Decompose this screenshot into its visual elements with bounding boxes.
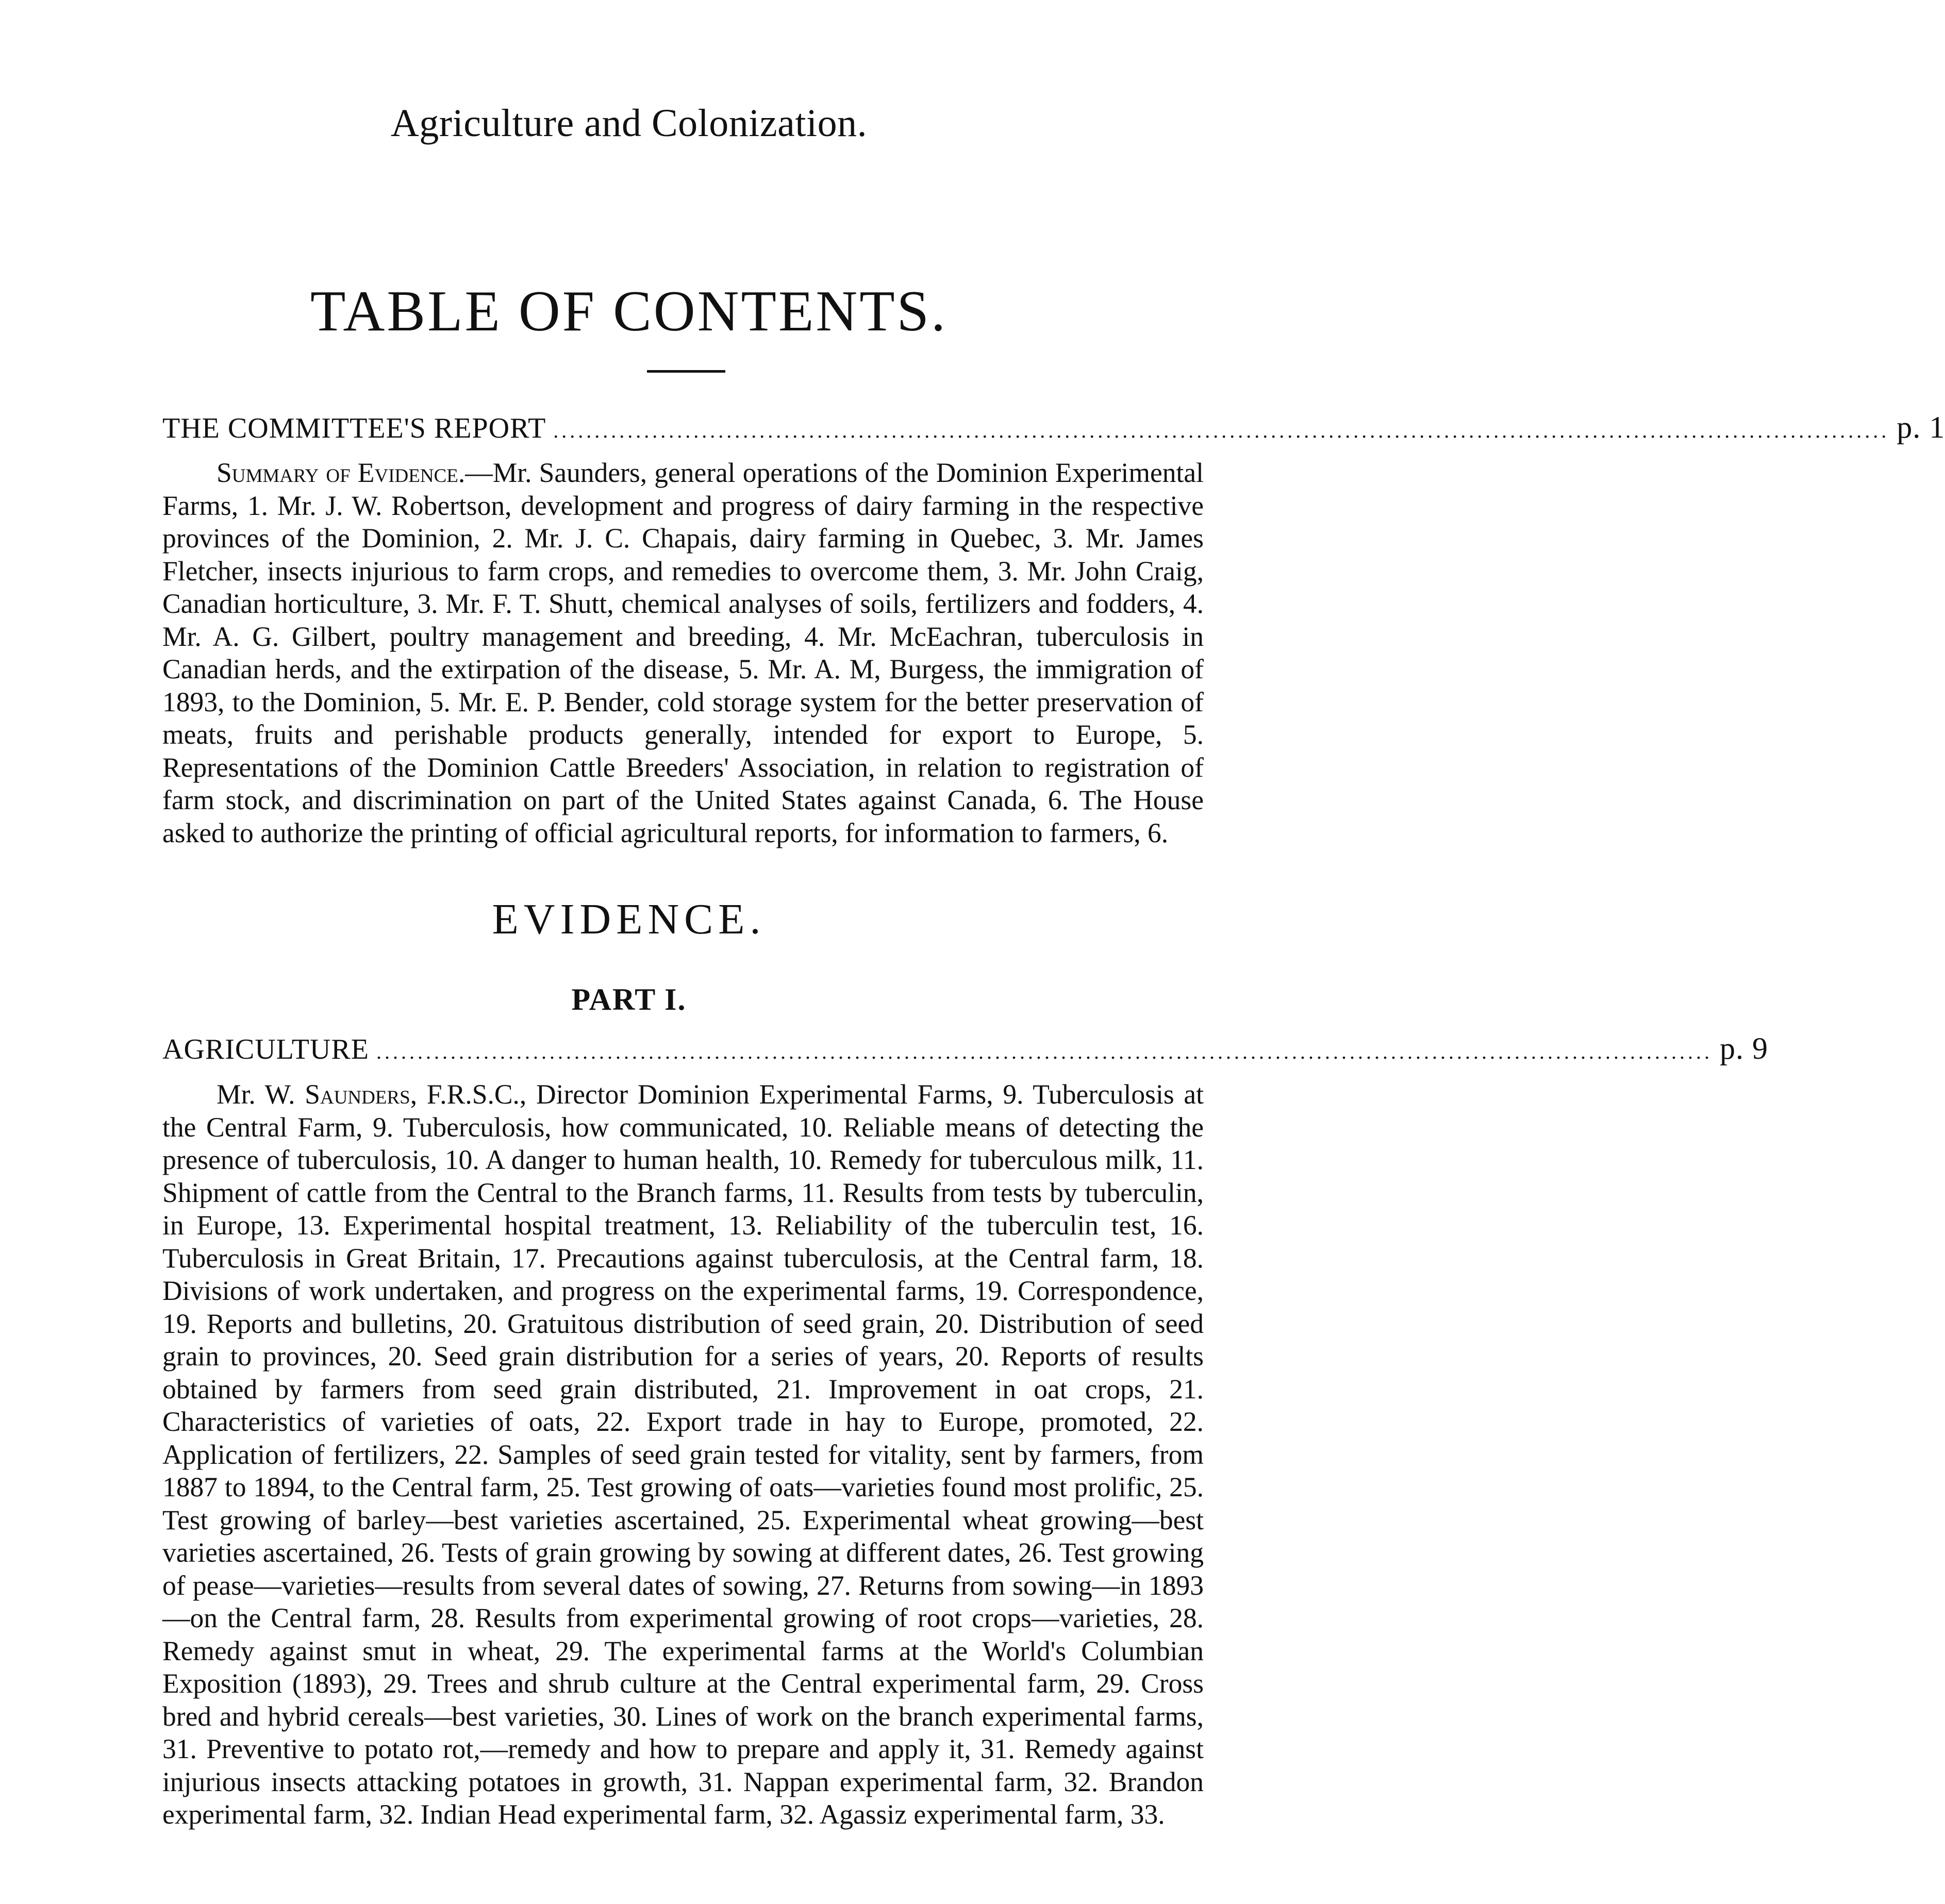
page-title: TABLE OF CONTENTS. — [310, 279, 947, 343]
toc-entry-label: THE COMMITTEE'S REPORT — [162, 412, 546, 444]
dot-leader: .................................................................................................................................................................. — [376, 1040, 1713, 1063]
toc-page-ref: p. 9 — [1719, 1031, 1768, 1065]
saunders-text: , F.R.S.C., Director Dominion Experimental Farms, 9. Tuberculosis at the Central Farm, 9. Tuberculosis, how communicated, 10. Reliable means of detecting the presence of tuberculosis, 10. A danger to human health, 10. Remedy for tuberculous milk, 11. Shipment of cattle from the Central to the Branch farms, 11. Results from tests by tuberculin, in Europe, 13. Experimental hospital treatment, 13. Reliability of the tuberculin test, 16. Tuberculosis in Great Britain, 17. Precautions against tuberculosis, at the Central farm, 18. Divisions of work undertaken, and progress on the experimental farms, 19. Correspondence, 19. Reports and bulletins, 20. Gratuitous distribution of seed grain, 20. Distribution of seed grain to provinces, 20. Seed grain distribution for a series of years, 20. Reports of results obtained by farmers from seed grain distributed, 21. Improvement in oat crops, 21. Characteristics of varieties of oats, 22. Export trade in hay to Europe, promoted, 22. Application of fertilizers, 22. Samples of seed grain tested for vitality, sent by farmers, from 1887 to 1894, to the Central farm, 25. Test growing of oats—varieties found most prolific, 25. Test growing of barley—best varieties ascertained, 25. Experimental wheat growing—best varieties ascertained, 26. Tests of grain growing by sowing at different dates, 26. Test growing of pease—varieties—results from several dates of sowing, 27. Returns from sowing—in 1893—on the Central farm, 28. Results from experimental growing of root crops—varieties, 28. Remedy against smut in wheat, 29. The experimental farms at the World's Columbian Exposition (1893), 29. Trees and shrub culture at the Central experimental farm, 29. Cross bred and hybrid cereals—best varieties, 30. Lines of work on the branch experimental farms, 31. Preventive to potato rot,—remedy and how to prepare and apply it, 31. Remedy against injurious insects attacking potatoes in growth, 31. Nappan experimental farm, 32. Brandon experimental farm, 32. Indian Head experimental farm, 32. Agassiz experimental farm, 33. — [162, 1079, 1204, 1830]
saunders-paragraph — [162, 1078, 1204, 1831]
running-head: Agriculture and Colonization. — [390, 102, 868, 145]
dot-leader: .................................................................................................................................................................. — [553, 419, 1890, 442]
toc-entry-committee-report — [162, 410, 1945, 445]
section-heading-evidence: EVIDENCE. — [492, 895, 766, 943]
toc-entry-label: AGRICULTURE — [162, 1033, 369, 1065]
part-heading: PART I. — [571, 982, 687, 1016]
toc-page-ref: p. 1 — [1897, 410, 1945, 444]
summary-lead: Summary of Evidence. — [217, 457, 466, 488]
saunders-prefix: Mr. W. — [217, 1079, 305, 1110]
summary-paragraph — [162, 457, 1204, 849]
toc-entry-agriculture — [162, 1031, 1768, 1066]
title-rule-divider — [647, 370, 725, 373]
summary-text: —Mr. Saunders, general operations of the Dominion Experimental Farms, 1. Mr. J. W. Robertson, development and progress of dairy farming in the respective provinces of the Dominion, 2. Mr. J. C. Chapais, dairy farming in Quebec, 3. Mr. James Fletcher, insects injurious to farm crops, and remedies to overcome them, 3. Mr. John Craig, Canadian horticulture, 3. Mr. F. T. Shutt, chemical analyses of soils, fertilizers and fodders, 4. Mr. A. G. Gilbert, poultry management and breeding, 4. Mr. McEachran, tuberculosis in Canadian herds, and the extirpation of the disease, 5. Mr. A. M, Burgess, the immigration of 1893, to the Dominion, 5. Mr. E. P. Bender, cold storage system for the better preservation of meats, fruits and perishable products generally, intended for export to Europe, 5. Representations of the Dominion Cattle Breeders' Association, in relation to registration of farm stock, and discrimination on part of the United States against Canada, 6. The House asked to authorize the printing of official agricultural reports, for information to farmers, 6. — [162, 457, 1204, 848]
saunders-name: Saunders — [305, 1079, 410, 1110]
